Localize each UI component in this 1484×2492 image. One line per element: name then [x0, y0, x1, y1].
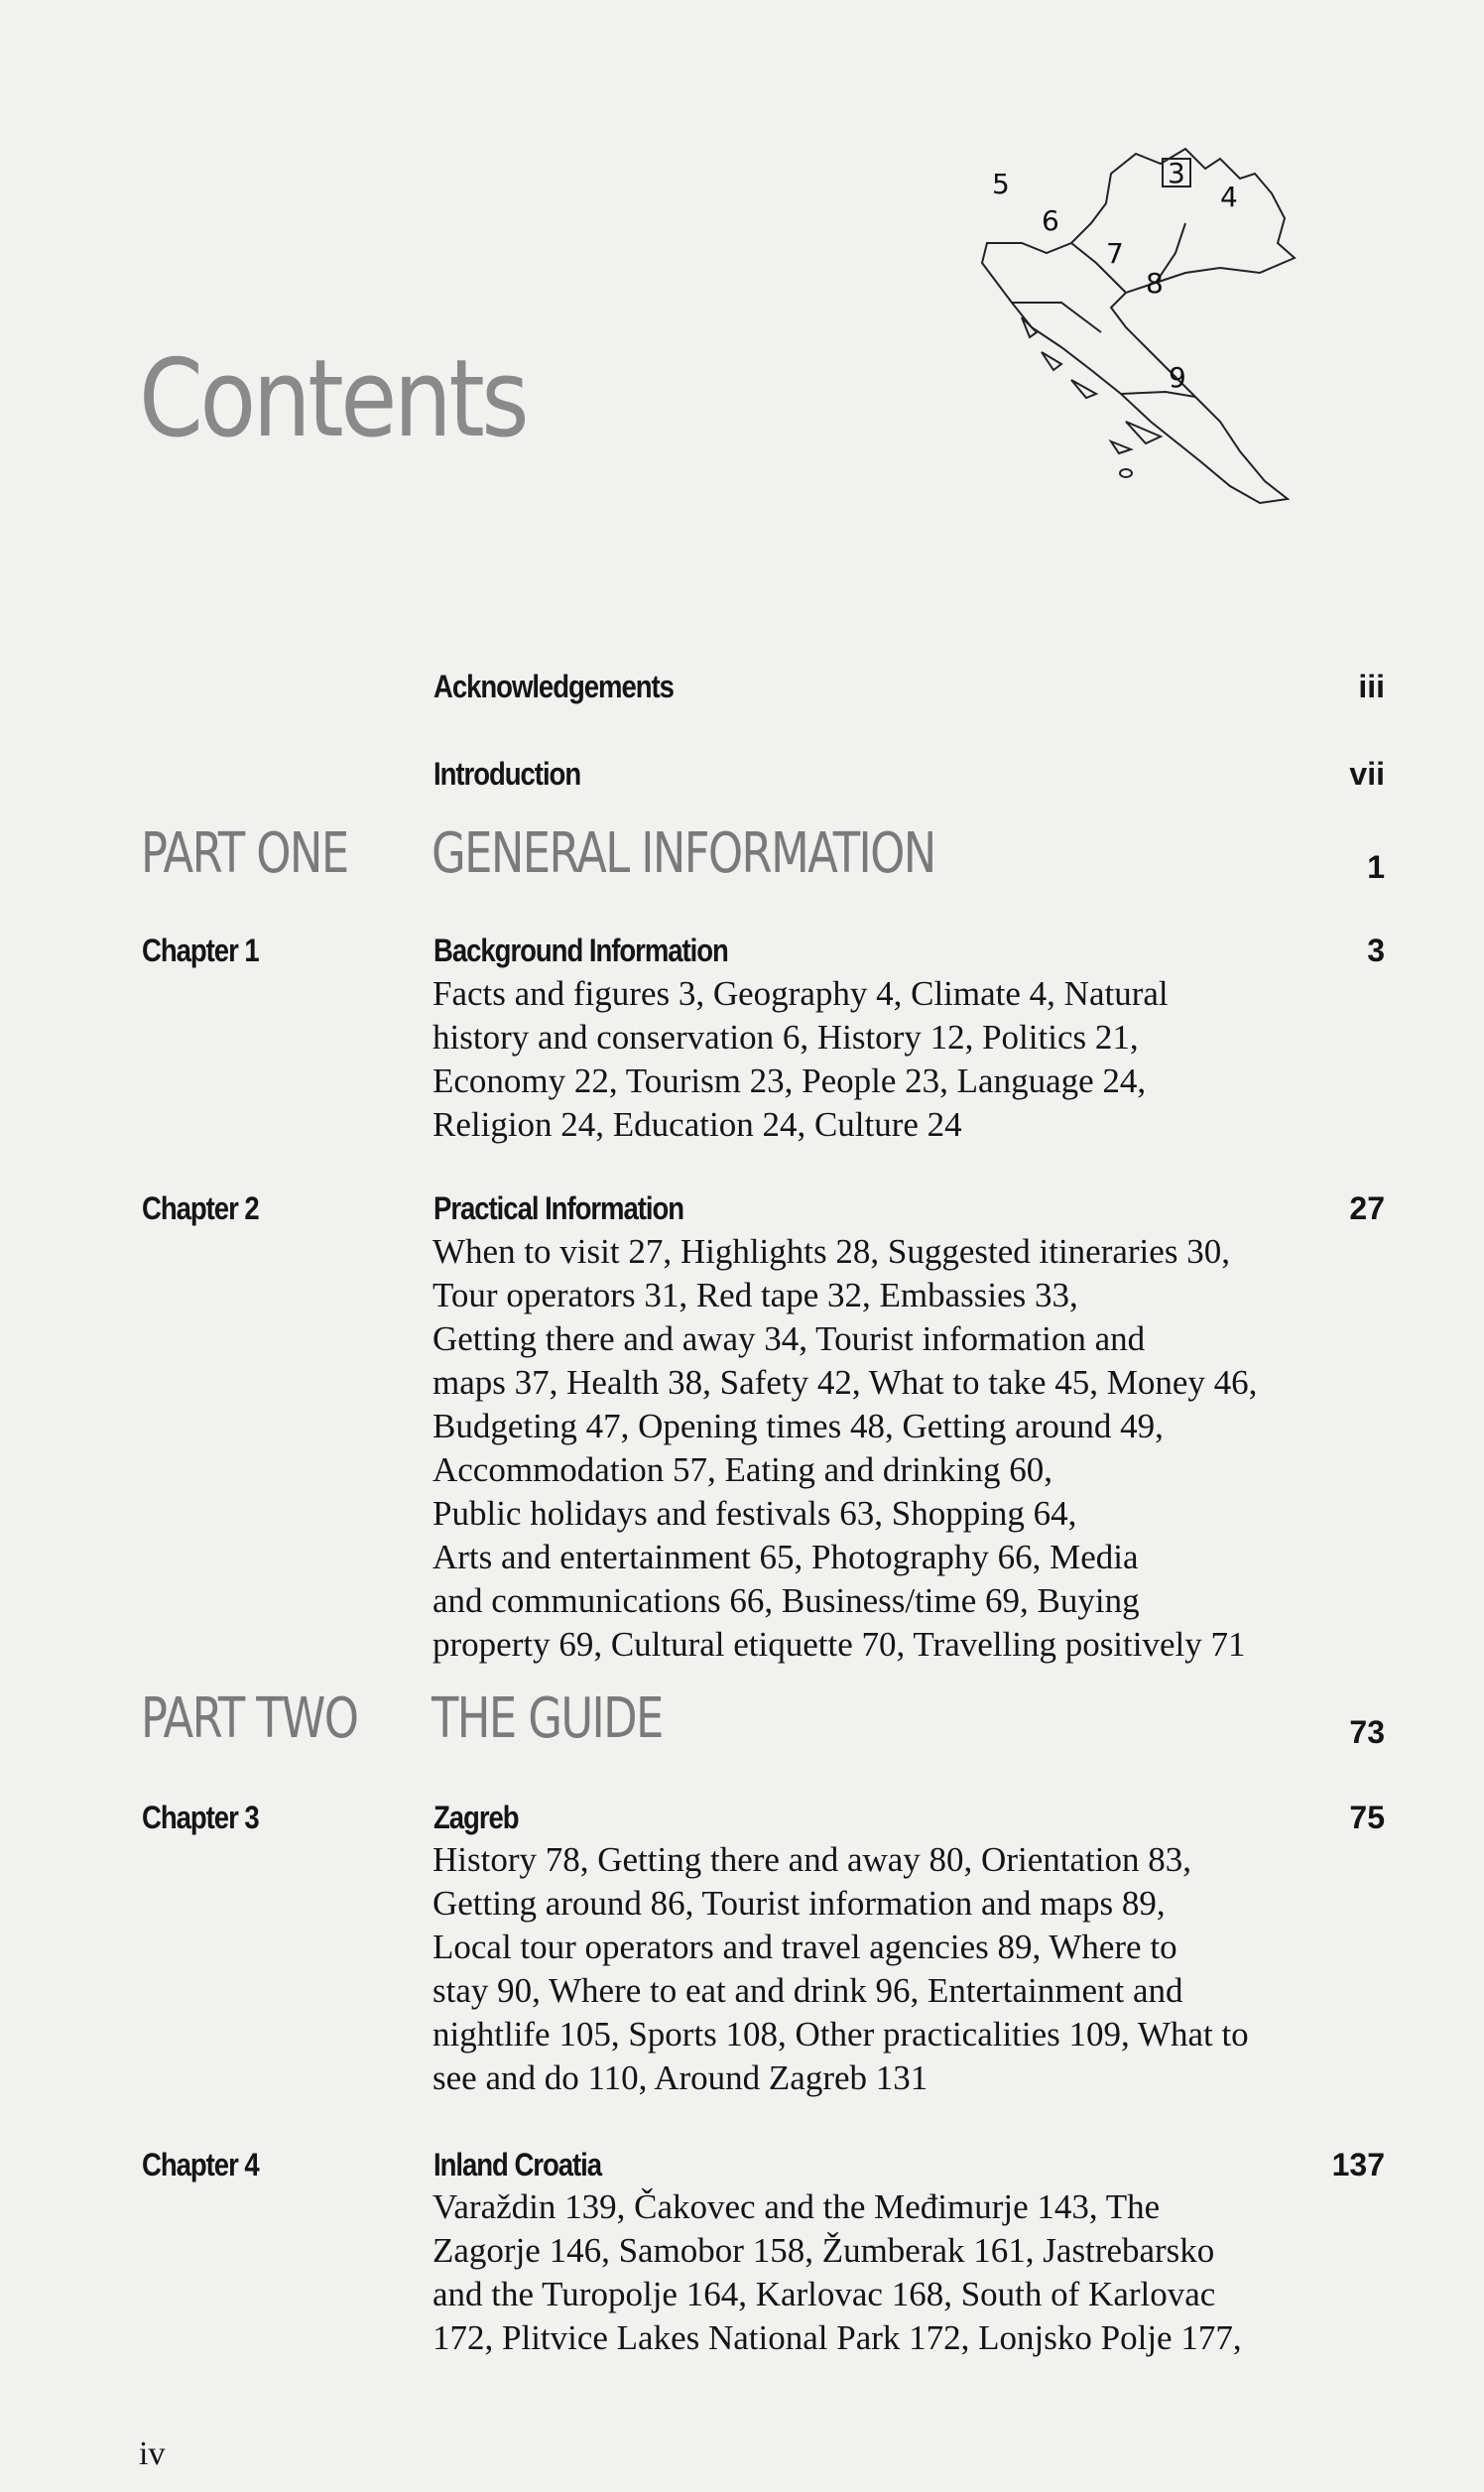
part-title: GENERAL INFORMATION [432, 821, 935, 886]
topic-line: Accommodation 57, Eating and drinking 60, [433, 1450, 1053, 1489]
topic-line: Getting there and away 34, Tourist information and [433, 1319, 1146, 1358]
chapter-label: Chapter 1 [142, 933, 259, 968]
chapter-title: Background Information [433, 933, 728, 968]
topic-line: Varaždin 139, Čakovec and the Međimurje 143, The [433, 2187, 1161, 2226]
chapter-title: Inland Croatia [433, 2147, 602, 2182]
chapter-title: Practical Information [433, 1190, 684, 1226]
toc-page-number: vii [1349, 756, 1385, 792]
toc-page-number: 3 [1367, 933, 1385, 968]
island [1022, 317, 1037, 337]
topic-line: see and do 110, Around Zagreb 131 [433, 2058, 928, 2097]
toc-entry-title: Acknowledgements [433, 669, 674, 704]
topic-line: Public holidays and festivals 63, Shopping 64, [433, 1494, 1077, 1533]
map-label-4: 4 [1220, 181, 1238, 213]
topic-line: Facts and figures 3, Geography 4, Climate 4, Natural [433, 974, 1169, 1013]
chapter-label: Chapter 3 [142, 1800, 259, 1835]
topic-line: When to visit 27, Highlights 28, Suggested itineraries 30, [433, 1232, 1230, 1271]
topic-line: Getting around 86, Tourist information and maps 89, [433, 1884, 1166, 1923]
topic-line: History 78, Getting there and away 80, Orientation 83, [433, 1840, 1191, 1879]
island [1042, 352, 1061, 370]
topic-line: and communications 66, Business/time 69, Buying [433, 1581, 1140, 1620]
topic-line: nightlife 105, Sports 108, Other practicalities 109, What to [433, 2015, 1249, 2054]
toc-page-number: 137 [1331, 2147, 1385, 2182]
toc-entry-title: Introduction [433, 756, 581, 792]
chapter-1-topics [433, 972, 1405, 1147]
map-label-6: 6 [1042, 204, 1059, 237]
page-title: Contents [139, 337, 527, 461]
topic-line: Tour operators 31, Red tape 32, Embassies 33, [433, 1276, 1078, 1314]
toc-page-number: 73 [1349, 1714, 1385, 1750]
island [1120, 469, 1132, 477]
chapter-4-topics [433, 2185, 1405, 2360]
chapter-title: Zagreb [433, 1800, 519, 1835]
topic-line: and the Turopolje 164, Karlovac 168, South of Karlovac [433, 2275, 1216, 2313]
island [1111, 441, 1131, 453]
chapter-label: Chapter 4 [142, 2147, 259, 2182]
island [1071, 380, 1096, 398]
chapter-label: Chapter 2 [142, 1190, 259, 1226]
croatia-region-map [923, 134, 1399, 610]
toc-page-number: 75 [1349, 1800, 1385, 1835]
map-label-9: 9 [1169, 361, 1186, 394]
topic-line: history and conservation 6, History 12, Politics 21, [433, 1018, 1139, 1057]
toc-page-number: 27 [1349, 1190, 1385, 1226]
map-label-5: 5 [992, 168, 1010, 200]
chapter-3-topics [433, 1838, 1405, 2100]
toc-page-number: 1 [1367, 849, 1385, 885]
topic-line: Zagorje 146, Samobor 158, Žumberak 161, Jastrebarsko [433, 2231, 1215, 2270]
toc-page-number: iii [1358, 669, 1385, 704]
part-title: THE GUIDE [432, 1686, 663, 1751]
page-number-folio: iv [139, 2435, 166, 2472]
chapter-2-topics [433, 1230, 1405, 1667]
topic-line: Budgeting 47, Opening times 48, Getting around 49, [433, 1407, 1164, 1445]
map-label-3: 3 [1168, 157, 1185, 189]
topic-line: maps 37, Health 38, Safety 42, What to take 45, Money 46, [433, 1363, 1258, 1402]
topic-line: Religion 24, Education 24, Culture 24 [433, 1105, 962, 1144]
map-label-7: 7 [1106, 237, 1124, 270]
map-label-8: 8 [1146, 267, 1164, 300]
part-label: PART TWO [141, 1686, 358, 1751]
topic-line: Arts and entertainment 65, Photography 66, Media [433, 1538, 1139, 1576]
topic-line: property 69, Cultural etiquette 70, Travelling positively 71 [433, 1625, 1246, 1664]
topic-line: stay 90, Where to eat and drink 96, Entertainment and [433, 1971, 1183, 2010]
topic-line: Economy 22, Tourism 23, People 23, Language 24, [433, 1061, 1147, 1100]
part-label: PART ONE [141, 821, 348, 886]
topic-line: Local tour operators and travel agencies 89, Where to [433, 1928, 1177, 1966]
topic-line: 172, Plitvice Lakes National Park 172, Lonjsko Polje 177, [433, 2318, 1242, 2357]
